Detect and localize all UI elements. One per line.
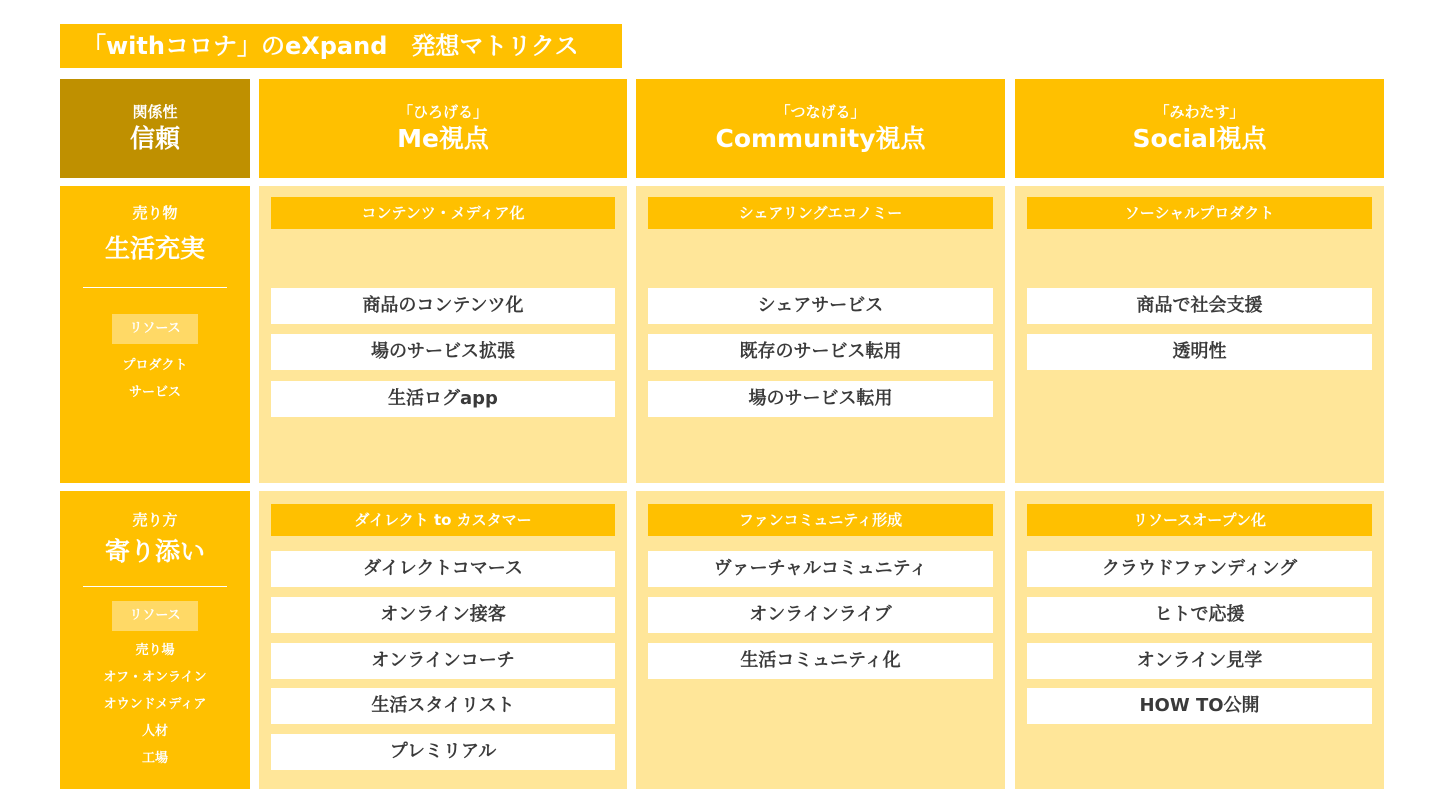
- corner-header: [60, 79, 250, 178]
- resource-item: サービス: [128, 385, 181, 400]
- corner-big-label: 信頼: [129, 123, 180, 153]
- cell-item: 場のサービス拡張: [271, 334, 615, 370]
- row-label-sales: [60, 491, 250, 789]
- cell-content-media: [259, 186, 627, 483]
- cell-item: 生活スタイリスト: [271, 688, 615, 724]
- cell-item: 商品で社会支援: [1027, 288, 1372, 324]
- column-header-me: [259, 79, 627, 178]
- resource-item: プロダクト: [122, 358, 188, 373]
- cell-header: コンテンツ・メディア化: [271, 197, 615, 229]
- cell-header: リソースオープン化: [1027, 504, 1372, 536]
- cell-direct-to-customer: [259, 491, 627, 789]
- resource-list: [103, 637, 206, 772]
- cell-header: シェアリングエコノミー: [648, 197, 993, 229]
- column-big-label: Social視点: [1132, 123, 1267, 153]
- cell-sharing-economy: [636, 186, 1005, 483]
- cell-item: ダイレクトコマース: [271, 551, 615, 587]
- column-big-label: Me視点: [397, 123, 489, 153]
- column-small-label: 「ひろげる」: [397, 102, 488, 121]
- row-big-label: 寄り添い: [104, 537, 205, 566]
- column-header-community: [636, 79, 1005, 178]
- cell-item: オンラインコーチ: [271, 643, 615, 679]
- cell-header: ソーシャルプロダクト: [1027, 197, 1372, 229]
- resource-item: オフ・オンライン: [103, 670, 207, 685]
- row-small-label: 売り方: [132, 511, 178, 529]
- cell-item: オンラインライブ: [648, 597, 993, 633]
- column-header-social: [1015, 79, 1384, 178]
- page-title: 「withコロナ」のeXpand 発想マトリクス: [60, 24, 622, 68]
- cell-item: オンライン接客: [271, 597, 615, 633]
- resource-badge: リソース: [112, 314, 198, 344]
- column-small-label: 「つなげる」: [775, 102, 866, 121]
- cell-fan-community: [636, 491, 1005, 789]
- cell-item: プレミリアル: [271, 734, 615, 770]
- resource-item: 売り場: [135, 643, 175, 658]
- row-big-label: 生活充実: [104, 234, 205, 263]
- resource-badge: リソース: [112, 601, 198, 631]
- resource-item: 人材: [141, 724, 168, 739]
- cell-item: 生活コミュニティ化: [648, 643, 993, 679]
- cell-item: 生活ログapp: [271, 381, 615, 417]
- column-small-label: 「みわたす」: [1154, 102, 1245, 121]
- row-small-label: 売り物: [132, 204, 178, 222]
- column-big-label: Community視点: [715, 123, 926, 153]
- cell-item: シェアサービス: [648, 288, 993, 324]
- cell-header: ダイレクト to カスタマー: [271, 504, 615, 536]
- cell-item: 透明性: [1027, 334, 1372, 370]
- cell-item: クラウドファンディング: [1027, 551, 1372, 587]
- cell-item: オンライン見学: [1027, 643, 1372, 679]
- cell-resource-open: [1015, 491, 1384, 789]
- cell-item: 商品のコンテンツ化: [271, 288, 615, 324]
- cell-item: HOW TO公開: [1027, 688, 1372, 724]
- row-divider: [83, 586, 227, 587]
- row-divider: [83, 287, 227, 288]
- cell-item: ヴァーチャルコミュニティ: [648, 551, 993, 587]
- cell-header: ファンコミュニティ形成: [648, 504, 993, 536]
- cell-item: 既存のサービス転用: [648, 334, 993, 370]
- resource-item: 工場: [141, 751, 168, 766]
- resource-item: オウンドメディア: [103, 697, 207, 712]
- corner-small-label: 関係性: [132, 102, 178, 121]
- row-label-product: [60, 186, 250, 483]
- resource-list: [122, 352, 187, 406]
- cell-item: ヒトで応援: [1027, 597, 1372, 633]
- cell-item: 場のサービス転用: [648, 381, 993, 417]
- cell-social-product: [1015, 186, 1384, 483]
